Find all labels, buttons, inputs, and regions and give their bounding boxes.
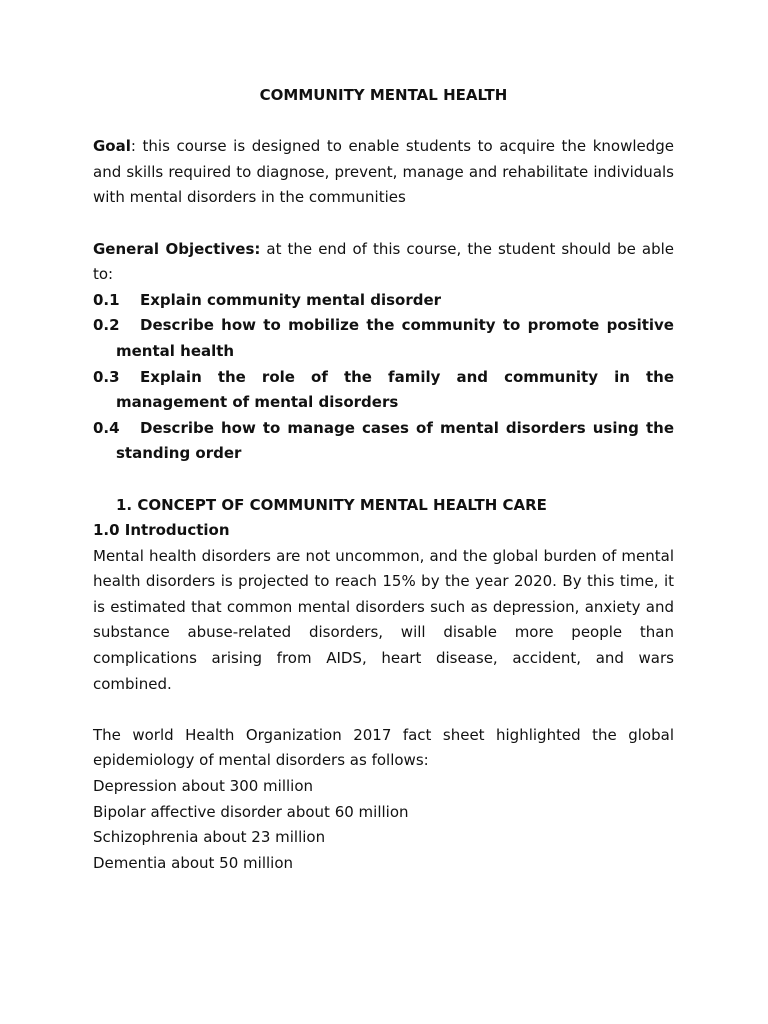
objective-text: Explain community mental disorder xyxy=(140,290,442,309)
general-objectives-label: General Objectives: xyxy=(93,239,261,258)
objective-item xyxy=(93,313,674,364)
objective-item xyxy=(93,416,674,467)
spacer xyxy=(93,697,674,723)
section-heading: 1. CONCEPT OF COMMUNITY MENTAL HEALTH CARE xyxy=(116,495,547,514)
general-objectives-text: at the end of this course, the student should be able to: xyxy=(93,239,675,284)
objective-number: 0.2 xyxy=(93,316,120,335)
objective-text: Describe how to manage cases of mental disorders using the standing order xyxy=(116,418,674,463)
goal-text: : this course is designed to enable students to acquire the knowledge and skills required to diagnose, prevent, manage and rehabilitate individuals with mental disorders in the communities xyxy=(93,137,674,207)
epidemiology-item: Depression about 300 million xyxy=(93,777,314,796)
objective-text: Explain the role of the family and community in the management of mental disorders xyxy=(116,367,674,412)
spacer xyxy=(93,467,674,493)
introduction-paragraph: Mental health disorders are not uncommon, and the global burden of mental health disorders is projected to reach 15% by the year 2020. By this time, it is estimated that common mental disorders such as depression, anxiety and substance abuse-related disorders, will disable more people than complications arising from AIDS, heart disease, accident, and wars combined. xyxy=(93,546,674,693)
goal-label: Goal xyxy=(93,137,131,156)
objective-number: 0.3 xyxy=(93,367,120,386)
objective-number: 0.1 xyxy=(93,290,120,309)
spacer xyxy=(93,211,674,237)
objective-item xyxy=(93,365,674,416)
epidemiology-item: Dementia about 50 million xyxy=(93,853,294,872)
objective-text: Describe how to mobilize the community to promote positive mental health xyxy=(116,316,674,360)
who-fact-sheet-paragraph: The world Health Organization 2017 fact sheet highlighted the global epidemiology of mental disorders as follows: xyxy=(93,725,674,770)
subsection-heading: 1.0 Introduction xyxy=(93,521,230,540)
goal-paragraph xyxy=(93,134,674,211)
document-page xyxy=(93,83,674,876)
general-objectives-paragraph xyxy=(93,237,674,288)
epidemiology-item: Bipolar affective disorder about 60 million xyxy=(93,802,409,821)
objective-number: 0.4 xyxy=(93,418,120,437)
epidemiology-item: Schizophrenia about 23 million xyxy=(93,828,326,847)
document-title: COMMUNITY MENTAL HEALTH xyxy=(259,86,508,104)
spacer xyxy=(93,109,674,135)
objective-item xyxy=(93,288,674,314)
